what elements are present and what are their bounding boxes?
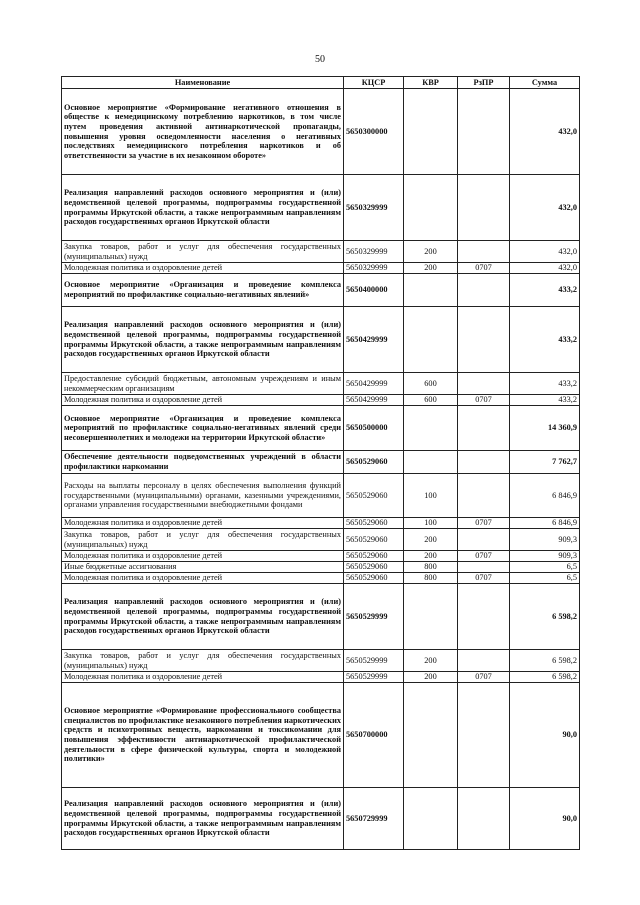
cell-kcsr: 5650529060 [344,551,404,562]
cell-kvr [404,788,458,850]
cell-name: Обеспечение деятельности подведомственных учреждений в области профилактики наркомании [62,451,344,474]
cell-kvr [404,307,458,373]
cell-name: Реализация направлений расходов основного мероприятия и (или) ведомственной целевой программы, подпрограммы государственной программы Иркутской области, а также непрограммным направлениям расходов государственных органов Иркутской области [62,788,344,850]
header-name: Наименование [62,77,344,89]
cell-kvr: 100 [404,474,458,518]
cell-kcsr: 5650729999 [344,788,404,850]
cell-rzpr [458,241,510,263]
table-row [62,274,580,307]
table-row [62,395,580,406]
cell-sum: 6,5 [510,562,580,573]
cell-sum: 432,0 [510,89,580,175]
cell-kvr [404,451,458,474]
cell-kcsr: 5650529060 [344,451,404,474]
cell-sum: 432,0 [510,263,580,274]
cell-rzpr [458,89,510,175]
table-header-row [62,77,580,89]
cell-kcsr: 5650329999 [344,263,404,274]
table-row [62,474,580,518]
cell-sum: 433,2 [510,307,580,373]
budget-table [61,76,580,850]
table-row [62,89,580,175]
cell-kcsr: 5650400000 [344,274,404,307]
table-row [62,307,580,373]
cell-kcsr: 5650429999 [344,395,404,406]
table-row [62,529,580,551]
cell-rzpr [458,307,510,373]
table-row [62,518,580,529]
header-sum: Сумма [510,77,580,89]
cell-name: Основное мероприятие «Организация и проведение комплекса мероприятий по профилактике социально-негативных явлений среди несовершеннолетних и молодежи на территории Иркутской области» [62,406,344,451]
table-row [62,562,580,573]
cell-rzpr [458,175,510,241]
cell-rzpr [458,373,510,395]
page-number: 50 [315,54,325,65]
cell-name: Молодежная политика и оздоровление детей [62,551,344,562]
cell-sum: 90,0 [510,788,580,850]
cell-kcsr: 5650529999 [344,650,404,672]
cell-kvr: 800 [404,573,458,584]
cell-kvr: 200 [404,241,458,263]
table-row [62,573,580,584]
cell-sum: 432,0 [510,175,580,241]
cell-kcsr: 5650529999 [344,672,404,683]
header-rzpr: РзПР [458,77,510,89]
cell-name: Предоставление субсидий бюджетным, автономным учреждениям и иным некоммерческим организациям [62,373,344,395]
cell-rzpr [458,274,510,307]
cell-kvr: 200 [404,529,458,551]
cell-kvr [404,89,458,175]
cell-kvr [404,683,458,788]
table-row [62,650,580,672]
cell-name: Основное мероприятие «Формирование негативного отношения в обществе к немедицинскому потреблению наркотиков, в том числе путем проведения активной антинаркотической пропаганды, повышения уровня осведомленности населения о негативных последствиях немедицинского потребления наркотиков и об ответственности за участие в их незаконном обороте» [62,89,344,175]
cell-name: Реализация направлений расходов основного мероприятия и (или) ведомственной целевой программы, подпрограммы государственной программы Иркутской области, а также непрограммным направлениям расходов государственных органов Иркутской области [62,584,344,650]
cell-kcsr: 5650529060 [344,573,404,584]
cell-rzpr [458,529,510,551]
cell-kvr [404,175,458,241]
cell-name: Молодежная политика и оздоровление детей [62,573,344,584]
cell-sum: 433,2 [510,274,580,307]
cell-rzpr [458,562,510,573]
cell-kvr [404,274,458,307]
cell-rzpr: 0707 [458,551,510,562]
table-row [62,241,580,263]
cell-name: Закупка товаров, работ и услуг для обеспечения государственных (муниципальных) нужд [62,241,344,263]
header-kvr: КВР [404,77,458,89]
cell-rzpr [458,788,510,850]
cell-rzpr [458,584,510,650]
cell-kcsr: 5650529060 [344,529,404,551]
cell-rzpr [458,650,510,672]
cell-name: Молодежная политика и оздоровление детей [62,672,344,683]
cell-sum: 14 360,9 [510,406,580,451]
cell-rzpr: 0707 [458,263,510,274]
cell-kvr: 200 [404,263,458,274]
cell-kcsr: 5650429999 [344,307,404,373]
cell-kcsr: 5650500000 [344,406,404,451]
cell-sum: 6 846,9 [510,474,580,518]
cell-kvr: 600 [404,395,458,406]
cell-rzpr: 0707 [458,672,510,683]
cell-sum: 433,2 [510,373,580,395]
cell-kcsr: 5650429999 [344,373,404,395]
cell-kcsr: 5650700000 [344,683,404,788]
cell-sum: 6 846,9 [510,518,580,529]
cell-rzpr [458,406,510,451]
cell-name: Основное мероприятие «Организация и проведение комплекса мероприятий по профилактике социально-негативных явлений» [62,274,344,307]
header-kcsr: КЦСР [344,77,404,89]
cell-rzpr [458,451,510,474]
cell-kvr: 800 [404,562,458,573]
table-row [62,788,580,850]
cell-rzpr: 0707 [458,518,510,529]
table-row [62,263,580,274]
table-row [62,373,580,395]
cell-kcsr: 5650329999 [344,175,404,241]
table-row [62,406,580,451]
cell-name: Молодежная политика и оздоровление детей [62,263,344,274]
table-row [62,451,580,474]
cell-sum: 6 598,2 [510,672,580,683]
cell-name: Реализация направлений расходов основного мероприятия и (или) ведомственной целевой программы, подпрограммы государственной программы Иркутской области, а также непрограммным направлениям расходов государственных органов Иркутской области [62,307,344,373]
cell-kvr: 600 [404,373,458,395]
cell-sum: 909,3 [510,529,580,551]
cell-kvr: 100 [404,518,458,529]
cell-name: Закупка товаров, работ и услуг для обеспечения государственных (муниципальных) нужд [62,650,344,672]
cell-sum: 6,5 [510,573,580,584]
cell-rzpr: 0707 [458,395,510,406]
cell-rzpr [458,683,510,788]
cell-name: Иные бюджетные ассигнования [62,562,344,573]
cell-kvr: 200 [404,672,458,683]
cell-kcsr: 5650300000 [344,89,404,175]
cell-name: Молодежная политика и оздоровление детей [62,395,344,406]
cell-name: Расходы на выплаты персоналу в целях обеспечения выполнения функций государственными (муниципальными) органами, казенными учреждениями, органами управления государственными внебюджетными фондами [62,474,344,518]
cell-kcsr: 5650529060 [344,474,404,518]
cell-kvr [404,584,458,650]
cell-kcsr: 5650329999 [344,241,404,263]
cell-name: Закупка товаров, работ и услуг для обеспечения государственных (муниципальных) нужд [62,529,344,551]
cell-sum: 909,3 [510,551,580,562]
cell-kvr: 200 [404,650,458,672]
table-row [62,683,580,788]
cell-name: Основное мероприятие «Формирование профессионального сообщества специалистов по профилактике незаконного потребления наркотических средств и психотропных веществ, наркомании и токсикомании для повышения эффективности антинаркотической профилактической деятельности в сфере физической культуры, спорта и молодежной политики» [62,683,344,788]
cell-rzpr: 0707 [458,573,510,584]
cell-name: Реализация направлений расходов основного мероприятия и (или) ведомственной целевой программы, подпрограммы государственной программы Иркутской области, а также непрограммным направлениям расходов государственных органов Иркутской области [62,175,344,241]
cell-sum: 432,0 [510,241,580,263]
table-row [62,551,580,562]
cell-sum: 6 598,2 [510,584,580,650]
cell-kcsr: 5650529060 [344,518,404,529]
cell-name: Молодежная политика и оздоровление детей [62,518,344,529]
cell-sum: 433,2 [510,395,580,406]
cell-rzpr [458,474,510,518]
table-row [62,175,580,241]
cell-kvr [404,406,458,451]
cell-kvr: 200 [404,551,458,562]
cell-kcsr: 5650529060 [344,562,404,573]
cell-sum: 90,0 [510,683,580,788]
table-row [62,672,580,683]
cell-sum: 7 762,7 [510,451,580,474]
table-row [62,584,580,650]
cell-sum: 6 598,2 [510,650,580,672]
cell-kcsr: 5650529999 [344,584,404,650]
